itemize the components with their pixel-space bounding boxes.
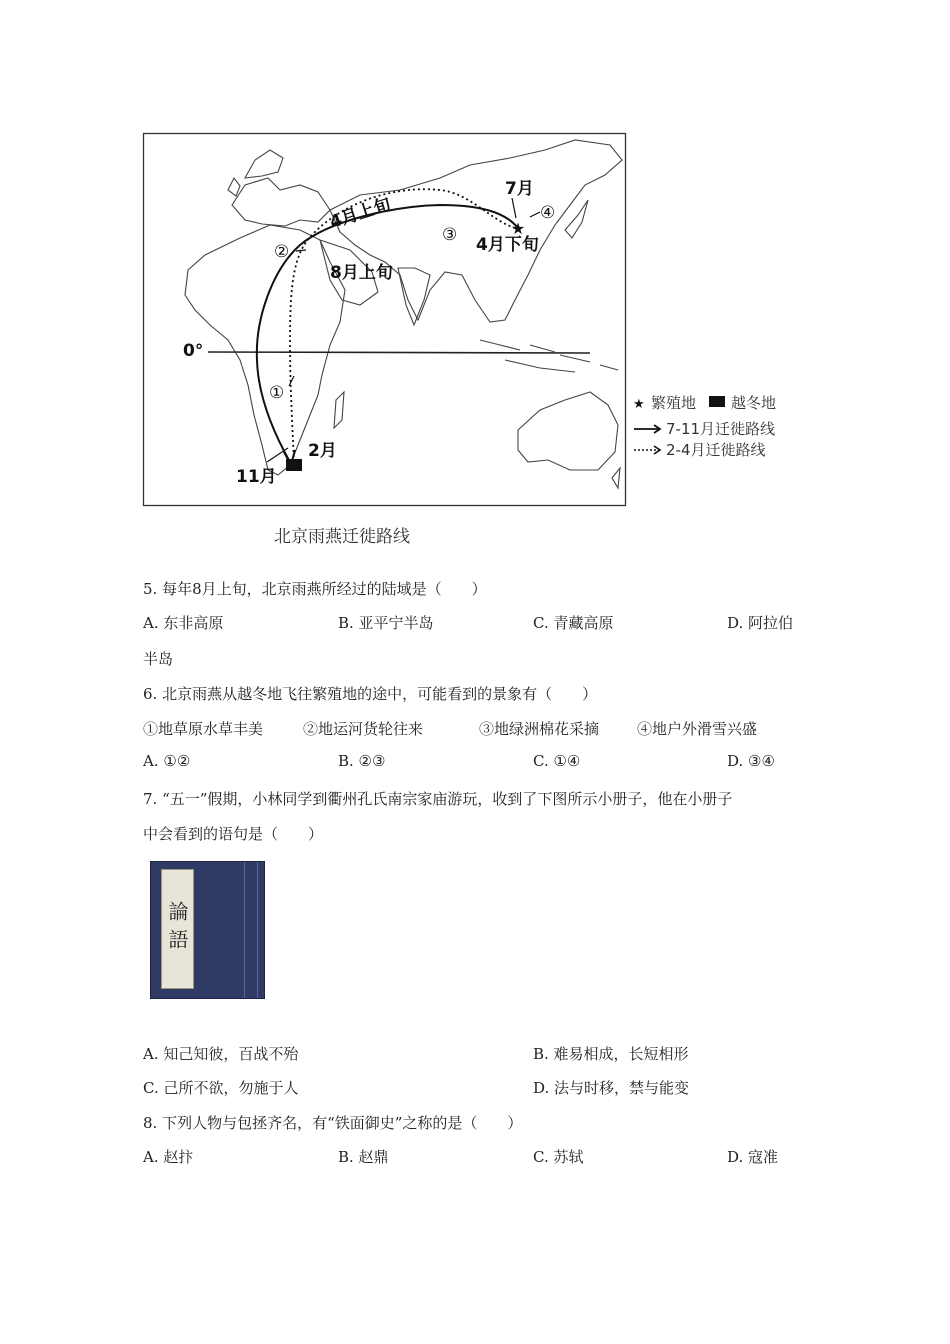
equator-line	[208, 352, 590, 353]
q6-stem: 6. 北京雨燕从越冬地飞往繁殖地的途中，可能看到的景象有（ ）	[143, 685, 598, 703]
q7-stem-line1: 7. “五一”假期，小林同学到衢州孔氏南宗家庙游玩，收到了下图所示小册子，他在小册子	[143, 790, 733, 808]
label-n4: ④	[540, 203, 556, 223]
q5-option-d-cont: 半岛	[143, 650, 174, 668]
label-zero: 0°	[183, 341, 204, 361]
q7-option-d: D. 法与时移，禁与能变	[533, 1079, 690, 1097]
label-nov: 11月	[236, 467, 277, 487]
label-apr-late: 4月下旬	[476, 235, 539, 255]
breeding-star-icon: ★	[510, 219, 526, 238]
book-cover-image	[150, 861, 265, 999]
legend-wintering: 越冬地	[731, 394, 777, 412]
q6-option-a: A. ①②	[143, 752, 191, 770]
map-frame	[144, 134, 626, 506]
legend-route-autumn: 7-11月迁徙路线	[666, 420, 776, 438]
q5-option-a: A. 东非高原	[143, 614, 224, 632]
label-feb: 2月	[308, 441, 337, 461]
q7-option-a: A. 知己知彼，百战不殆	[143, 1045, 299, 1063]
q6-option-c: C. ①④	[533, 752, 581, 770]
q5-stem: 5. 每年8月上旬，北京雨燕所经过的陆域是（ ）	[143, 580, 487, 598]
legend-star-icon: ★	[633, 397, 645, 412]
label-n2: ②	[274, 242, 290, 262]
q6-item-2: ②地运河货轮往来	[303, 720, 424, 738]
map-legend	[633, 394, 776, 459]
q6-item-3: ③地绿洲棉花采摘	[479, 720, 600, 738]
q8-option-d: D. 寇准	[727, 1148, 779, 1166]
q8-option-a: A. 赵抃	[143, 1148, 194, 1166]
label-apr-early: 4月上旬	[327, 194, 394, 233]
legend-breeding: 繁殖地	[651, 394, 697, 412]
label-n3: ③	[442, 225, 458, 245]
q7-option-c: C. 己所不欲，勿施于人	[143, 1079, 299, 1097]
q8-option-b: B. 赵鼎	[338, 1148, 389, 1166]
q5-option-b: B. 亚平宁半岛	[338, 614, 434, 632]
migration-map	[0, 0, 950, 560]
wintering-square-icon	[286, 459, 302, 471]
q8-option-c: C. 苏轼	[533, 1148, 584, 1166]
q5-option-d: D. 阿拉伯	[727, 614, 794, 632]
q7-option-b: B. 难易相成，长短相形	[533, 1045, 689, 1063]
q5-option-c: C. 青藏高原	[533, 614, 614, 632]
figure-caption: 北京雨燕迁徙路线	[274, 527, 410, 547]
legend-route-spring: 2-4月迁徙路线	[666, 441, 766, 459]
q6-option-d: D. ③④	[727, 752, 775, 770]
book-title-slip	[161, 869, 194, 989]
book-binding	[244, 862, 258, 998]
book-title: 論語	[165, 901, 189, 957]
q6-item-4: ④地户外滑雪兴盛	[637, 720, 758, 738]
q6-item-1: ①地草原水草丰美	[143, 720, 264, 738]
legend-square-icon	[709, 396, 725, 407]
label-n1: ①	[269, 383, 285, 403]
label-aug-early: 8月上旬	[330, 263, 393, 283]
q6-option-b: B. ②③	[338, 752, 386, 770]
q8-stem: 8. 下列人物与包拯齐名，有“铁面御史”之称的是（ ）	[143, 1114, 523, 1132]
label-jul: 7月	[505, 179, 534, 199]
q7-stem-line2: 中会看到的语句是（ ）	[143, 825, 324, 843]
